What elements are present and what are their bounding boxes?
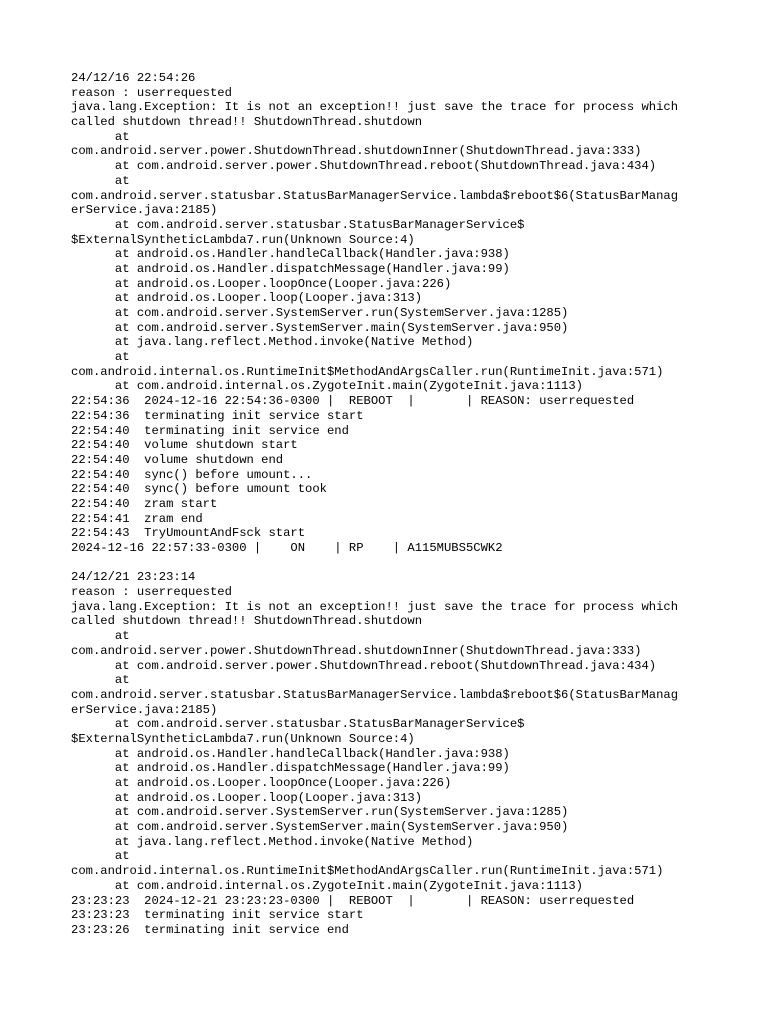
log-line: erService.java:2185): [71, 702, 218, 717]
log-line: at android.os.Looper.loop(Looper.java:313): [71, 291, 423, 306]
log-line: at java.lang.reflect.Method.invoke(Native Method): [71, 335, 474, 350]
log-line: com.android.internal.os.RuntimeInit$MethodAndArgsCaller.run(RuntimeInit.java:571): [71, 864, 664, 879]
log-line: at com.android.server.SystemServer.main(SystemServer.java:950): [71, 320, 569, 335]
log-line: $ExternalSyntheticLambda7.run(Unknown Source:4): [71, 232, 415, 247]
log-line: com.android.server.power.ShutdownThread.shutdownInner(ShutdownThread.java:333): [71, 144, 642, 159]
log-line: at com.android.server.SystemServer.run(SystemServer.java:1285): [71, 306, 569, 320]
log-entry: [71, 71, 711, 556]
log-line: 22:54:36 2024-12-16 22:54:36-0300 | REBOOT | | REASON: userrequested: [71, 394, 635, 409]
log-line: at android.os.Looper.loopOnce(Looper.java:226): [71, 276, 452, 291]
log-line: 23:23:23 2024-12-21 23:23:23-0300 | REBOOT | | REASON: userrequested: [71, 893, 635, 908]
log-line: 22:54:36 terminating init service start: [71, 408, 364, 423]
log-line: 24/12/21 23:23:14: [71, 570, 196, 585]
log-line: at: [71, 629, 130, 644]
log-line: called shutdown thread!! ShutdownThread.shutdown: [71, 115, 423, 130]
log-line: at android.os.Handler.handleCallback(Handler.java:938): [71, 247, 510, 262]
log-line: at android.os.Handler.dispatchMessage(Handler.java:99): [71, 261, 510, 276]
log-line: com.android.internal.os.RuntimeInit$MethodAndArgsCaller.run(RuntimeInit.java:571): [71, 364, 664, 379]
log-line: reason : userrequested: [71, 85, 232, 100]
log-line: erService.java:2185): [71, 203, 218, 218]
log-line: at: [71, 673, 130, 688]
log-line: com.android.server.power.ShutdownThread.shutdownInner(ShutdownThread.java:333): [71, 643, 642, 658]
log-line: at android.os.Looper.loop(Looper.java:313): [71, 790, 423, 805]
log-line: at com.android.server.SystemServer.main(SystemServer.java:950): [71, 820, 569, 835]
log-line: com.android.server.statusbar.StatusBarManagerService.lambda$reboot$6(StatusBarManag: [71, 687, 679, 702]
log-line: at: [71, 173, 130, 188]
log-line: 22:54:41 zram end: [71, 511, 203, 526]
log-line: at: [71, 350, 130, 365]
log-line: at android.os.Handler.handleCallback(Handler.java:938): [71, 746, 510, 761]
log-line: called shutdown thread!! ShutdownThread.shutdown: [71, 614, 423, 629]
log-line: java.lang.Exception: It is not an exception!! just save the trace for process which: [71, 599, 679, 614]
log-line: at android.os.Looper.loopOnce(Looper.java:226): [71, 776, 452, 790]
log-line: 22:54:40 terminating init service end: [71, 423, 349, 438]
log-line: at com.android.internal.os.ZygoteInit.main(ZygoteInit.java:1113): [71, 878, 583, 893]
log-line: java.lang.Exception: It is not an exception!! just save the trace for process which: [71, 100, 679, 115]
log-line: 22:54:40 volume shutdown end: [71, 452, 284, 467]
log-line: at android.os.Handler.dispatchMessage(Handler.java:99): [71, 761, 510, 776]
log-line: 23:23:26 terminating init service end: [71, 922, 349, 937]
log-line: 2024-12-16 22:57:33-0300 | ON | RP | A115MUBS5CWK2: [71, 541, 503, 555]
log-document: [71, 71, 711, 938]
log-line: 22:54:40 zram start: [71, 496, 218, 511]
log-line: 22:54:40 sync() before umount...: [71, 467, 313, 482]
log-line: at com.android.server.power.ShutdownThread.reboot(ShutdownThread.java:434): [71, 658, 657, 673]
log-line: at com.android.server.SystemServer.run(SystemServer.java:1285): [71, 805, 569, 820]
log-line: 22:54:43 TryUmountAndFsck start: [71, 526, 306, 541]
log-line: 22:54:40 sync() before umount took: [71, 482, 327, 497]
log-line: 24/12/16 22:54:26: [71, 71, 196, 85]
log-line: at com.android.server.statusbar.StatusBarManagerService$: [71, 217, 525, 232]
log-line: 22:54:40 volume shutdown start: [71, 438, 298, 453]
log-line: com.android.server.statusbar.StatusBarManagerService.lambda$reboot$6(StatusBarManag: [71, 188, 679, 203]
log-line: at: [71, 129, 130, 144]
log-line: 23:23:23 terminating init service start: [71, 908, 364, 923]
log-line: at com.android.server.power.ShutdownThread.reboot(ShutdownThread.java:434): [71, 159, 657, 174]
log-line: at: [71, 849, 130, 864]
log-entry: [71, 570, 711, 937]
log-line: reason : userrequested: [71, 585, 232, 600]
log-line: at com.android.server.statusbar.StatusBarManagerService$: [71, 717, 525, 732]
log-line: at com.android.internal.os.ZygoteInit.main(ZygoteInit.java:1113): [71, 379, 583, 394]
log-line: $ExternalSyntheticLambda7.run(Unknown Source:4): [71, 731, 415, 746]
log-line: at java.lang.reflect.Method.invoke(Native Method): [71, 834, 474, 849]
